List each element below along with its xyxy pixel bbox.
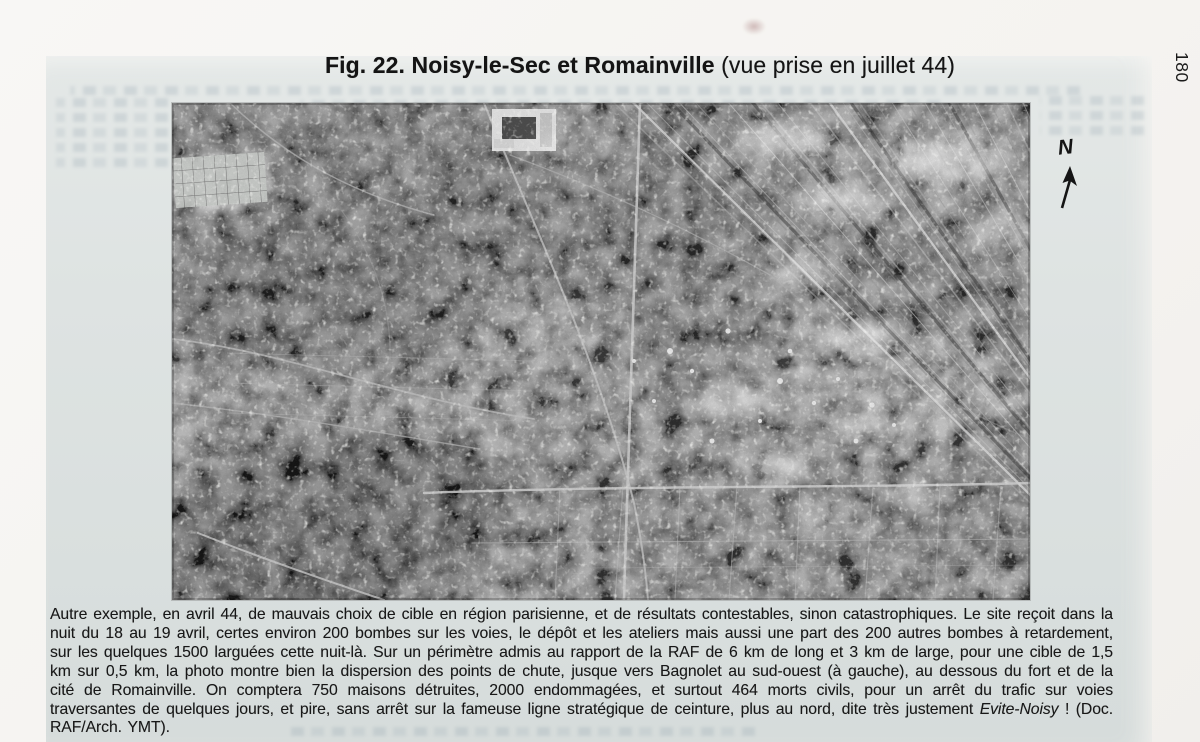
caption-text-end: ! (Doc. RAF/Arch. YMT). [50,700,1113,737]
aerial-photo-graphic [172,103,1030,600]
north-label: N [1056,135,1075,160]
ink-smudge [742,18,766,35]
bleedthrough-text [70,86,1080,95]
bleedthrough-text [56,113,168,122]
figure-caption [50,606,1113,738]
bleedthrough-text [1040,126,1144,135]
bleedthrough-text [56,158,168,167]
aerial-photo [172,103,1030,600]
photo-film-grain [172,103,1030,600]
bleedthrough-text [1040,111,1144,120]
figure-title-bold: Fig. 22. Noisy-le-Sec et Romainville [324,52,715,78]
north-arrow-icon [1046,162,1090,212]
caption-italic: Evite-Noisy [979,700,1059,718]
north-indicator [1046,136,1090,214]
bleedthrough-text [1040,96,1144,105]
figure-title-detail: (vue prise en juillet 44) [714,52,955,78]
bleedthrough-text [56,143,168,152]
bleedthrough-text [56,128,168,137]
caption-text: Autre exemple, en avril 44, de mauvais choix de cible en région parisienne, et de résultats contestables, sinon catastrophiques. Le site reçoit dans la nuit du 18 au 19 avril, certes environ 200 bombes sur les voies, le dépôt et les ateliers mais aussi une part des 200 autres bombes à retardement, sur les quelques 1500 larguées cette nuit-là. Sur un périmètre admis au rapport de la RAF de 6 km de long et 3 km de large, pour une cible de 1,5 km sur 0,5 km, la photo montre bien la dispersion des points de chute, jusque vers Bagnolet au sud-ouest (à gauche), au dessous du fort et de la cité de Romainville. On comptera 750 maisons détruites, 2000 endommagées, et surtout 464 morts civils, pour un arrêt du trafic sur voies traversantes de quelques jours, et pire, sans arrêt sur la fameuse ligne stratégique de ceinture, plus au nord, dite très justement [50,606,1113,718]
figure-title [90,52,1190,79]
page-number: 180 [1172,52,1192,83]
bleedthrough-text [56,98,168,107]
